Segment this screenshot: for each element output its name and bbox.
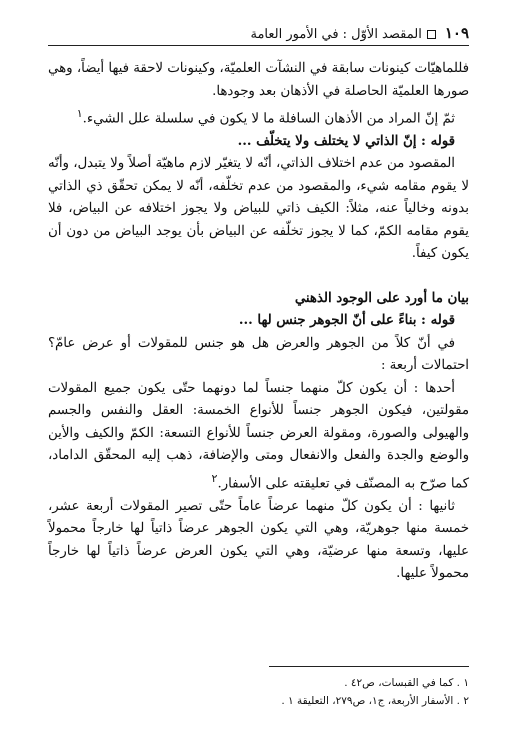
paragraph-3: المقصود من عدم اختلاف الذاتي، أنّه لا يتغيّر لازم ماهيّة أصلاً ولا يتبدل، وأنّه لا يقوم مقامه شيء، والمقصود من عدم تخلّفه، أنّه لا يمكن تحقّق ذي الذاتي بدونه وخالياً عنه، مثلاً: الكيف ذاتي للبياض ولا يجوز اختلافه عن البياض، فلا يقوم مقامه الكمّ، كما لا يجوز تخلّفه عن البياض بأن يوجد البياض من دون أن يكون كيفاً. bbox=[48, 156, 469, 262]
footnote-ref-2: ٢ bbox=[211, 471, 218, 485]
paragraph-5: أحدها : أن يكون كلّ منهما جنساً لما دونهما حتّى يكون جميع المقولات مقولتين، فيكون الجوهر جنساً للأنواع الخمسة: العقل والنفس والجسم والهيولى والصورة، ومقولة العرض جنساً للأنواع التسعة: الكمّ والكيف والأين والوضع والجدة والفعل والانفعال ومتى والإضافة، ذهب إليه المحقّق الداماد، كما صرّح به المصنّف في تعليقته على الأسفار.$^٢$ bbox=[48, 380, 469, 492]
section-gap bbox=[48, 266, 469, 288]
main-text bbox=[48, 58, 469, 586]
paragraph-4: في أنّ كلاً من الجوهر والعرض هل هو جنس للمقولات أو عرض عامّ؟ احتمالات أربعة : bbox=[48, 335, 469, 374]
footnotes bbox=[48, 674, 469, 710]
footnote-rule bbox=[269, 666, 469, 667]
quote-heading-1: قوله : إنّ الذاتي لا يختلف ولا يتخلّف ... bbox=[237, 133, 455, 149]
running-header bbox=[50, 12, 469, 42]
header-rule bbox=[48, 45, 469, 46]
footnote-2: ٢ . الأسفار الأربعة، ج١، ص٢٧٩، التعليقة ١ . bbox=[281, 695, 469, 707]
paragraph-2: ثمّ إنّ المراد من الأذهان السافلة ما لا يكون في سلسلة علل الشيء.$^١$ bbox=[76, 107, 455, 127]
running-title: المقصد الأوّل : في الأمور العامة bbox=[250, 27, 422, 42]
paragraph-6: ثانيها : أن يكون كلّ منهما عرضاً عاماً حتّى تصير المقولات أربعة عشر، خمسة منها جوهريّة، وهي التي يكون الجوهر عرضاً ذاتياً لها خارجاً محمولاً عليها، وتسعة منها عرضيّة، وهي التي يكون العرض عرضاً ذاتياً لها خارجاً محمولاً عليها. bbox=[48, 498, 469, 582]
footnote-1: ١ . كما في القبسات، ص٤٢ . bbox=[344, 677, 469, 689]
quote-heading-2: قوله : بناءً على أنّ الجوهر جنس لها ... bbox=[238, 313, 455, 329]
page-number: ١٠٩ bbox=[444, 24, 469, 42]
square-ornament-icon bbox=[427, 30, 436, 39]
section-heading: بيان ما أورد على الوجود الذهني bbox=[294, 290, 469, 306]
footnote-ref-1: ١ bbox=[76, 107, 83, 120]
paragraph-1: فللماهيّات كينونات سابقة في النشآت العلميّة، وكينونات لاحقة فيها أيضاً، وهي صورها العلميّة الحاصلة في الأذهان بعد وجودها. bbox=[48, 61, 469, 99]
